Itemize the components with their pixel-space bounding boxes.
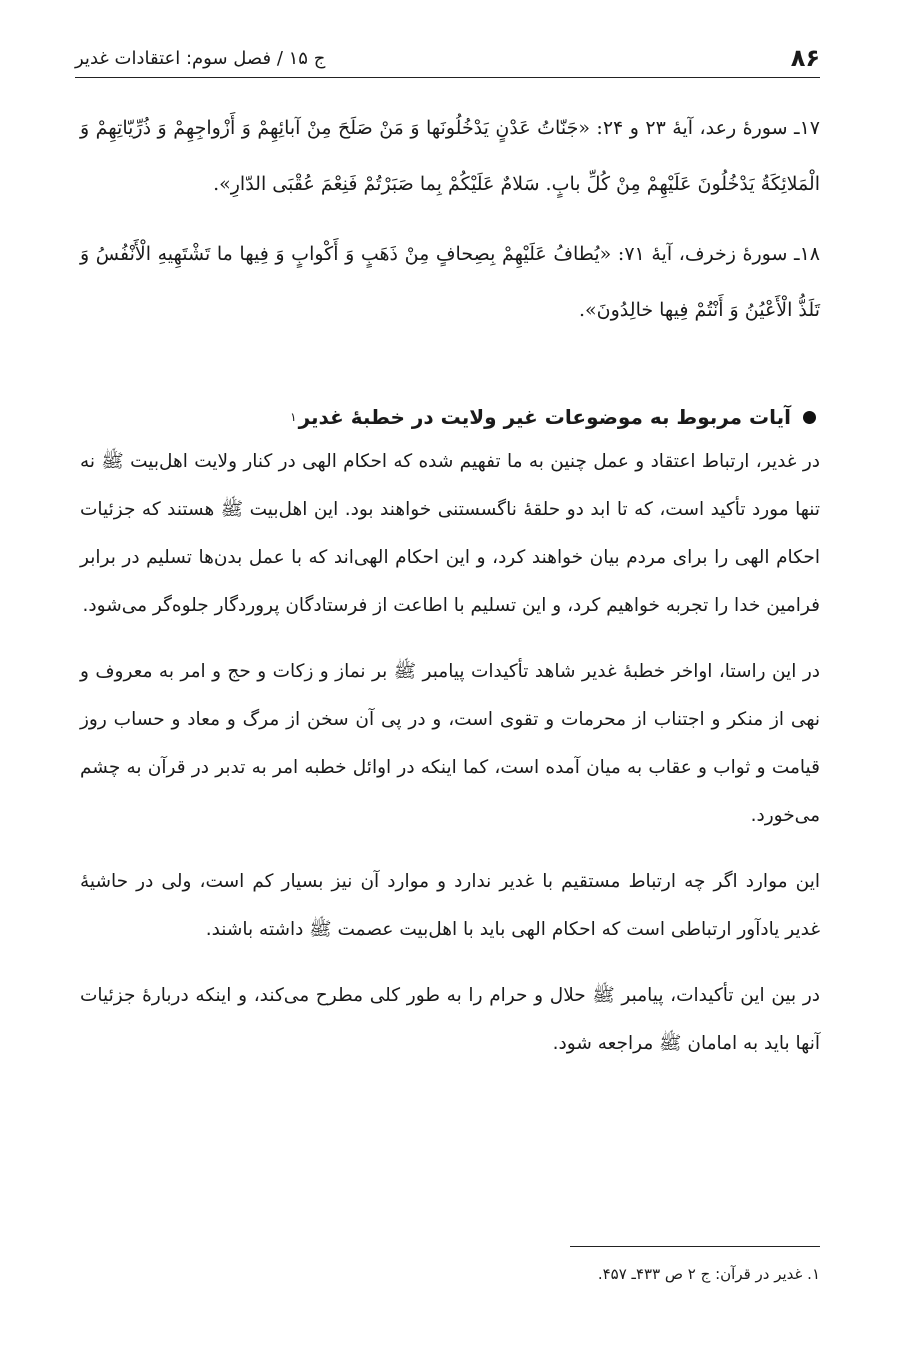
body-paragraph: در بین این تأکیدات، پیامبر ﷺ حلال و حرام را به طور کلی مطرح می‌کند، و اینکه دربارهٔ جزئیات آنها باید به امامان ﷺ مراجعه شود. — [80, 985, 820, 1054]
paragraph-spacer — [80, 954, 820, 972]
body-paragraph: این موارد اگر چه ارتباط مستقیم با غدیر ندارد و موارد آن نیز بسیار کم است، ولی در حاشیهٔ غدیر یادآور ارتباطی است که احکام الهی باید با اهل‌بیت عصمت ﷺ داشته باشند. — [80, 871, 820, 940]
section-heading-text: آیات مربوط به موضوعات غیر ولایت در خطبهٔ غدیر — [298, 405, 791, 429]
footnote-marker: ۱ — [290, 410, 297, 424]
body-paragraph: در غدیر، ارتباط اعتقاد و عمل چنین به ما تفهیم شده که احکام الهی در کنار ولایت اهل‌بیت ﷺ نه تنها مورد تأکید است، که تا ابد دو حلقهٔ ناگسستنی خواهند بود. این اهل‌بیت ﷺ هستند که جزئیات احکام الهی را برای مردم بیان خواهند کرد، و این احکام الهی‌اند که با عمل بدن‌ها تسلیم در برابر فرامین خدا را تجربه خواهیم کرد، و این تسلیم با اطاعت از فرستادگان پروردگار جلوه‌گر می‌شود. — [80, 451, 820, 616]
body-paragraph: در این راستا، اواخر خطبهٔ غدیر شاهد تأکیدات پیامبر ﷺ بر نماز و زکات و حج و امر به معروف و نهی از منکر و اجتناب از محرمات و تقوی است، و در پی آن سخن از مرگ و معاد و حساب روز قیامت و ثواب و عقاب به میان آمده است، کما اینکه در اوائل خطبه امر به تدبر در قرآن به چشم می‌خورد. — [80, 661, 820, 826]
bullet-icon — [803, 411, 816, 424]
page-number: ۸۶ — [790, 44, 820, 72]
paragraph-spacer — [80, 840, 820, 858]
paragraph-spacer — [80, 212, 820, 226]
header-divider — [75, 77, 820, 78]
footnote-divider — [570, 1246, 820, 1247]
paragraph-spacer — [80, 630, 820, 648]
main-content — [80, 100, 820, 1068]
verse-paragraph: ۱۷ـ سورهٔ رعد، آیهٔ ۲۳ و ۲۴: «جَنّاتُ عَدْنٍ یَدْخُلُونَها وَ مَنْ صَلَحَ مِنْ آبائِهِمْ وَ أَزْواجِهِمْ وَ ذُرِّیّاتِهِمْ وَ الْمَلائِکَةُ یَدْخُلُونَ عَلَیْهِمْ مِنْ کُلِّ بابٍ. سَلامٌ عَلَیْکُمْ بِما صَبَرْتُمْ فَنِعْمَ عُقْبَی الدّارِ». — [80, 117, 820, 195]
verse-paragraph: ۱۸ـ سورهٔ زخرف، آیهٔ ۷۱: «یُطافُ عَلَیْهِمْ بِصِحافٍ مِنْ ذَهَبٍ وَ أَکْوابٍ وَ فِیها ما تَشْتَهِیهِ الْأَنْفُسُ وَ تَلَذُّ الْأَعْیُنُ وَ أَنْتُمْ فِیها خالِدُونَ». — [80, 243, 820, 321]
footnote: ۱. غدیر در قرآن: ج ۲ ص ۴۳۳ـ ۴۵۷. — [597, 1265, 820, 1283]
page-header — [75, 30, 820, 74]
running-head: ج ۱۵ / فصل سوم: اعتقادات غدیر — [75, 48, 326, 69]
section-heading — [80, 400, 820, 434]
